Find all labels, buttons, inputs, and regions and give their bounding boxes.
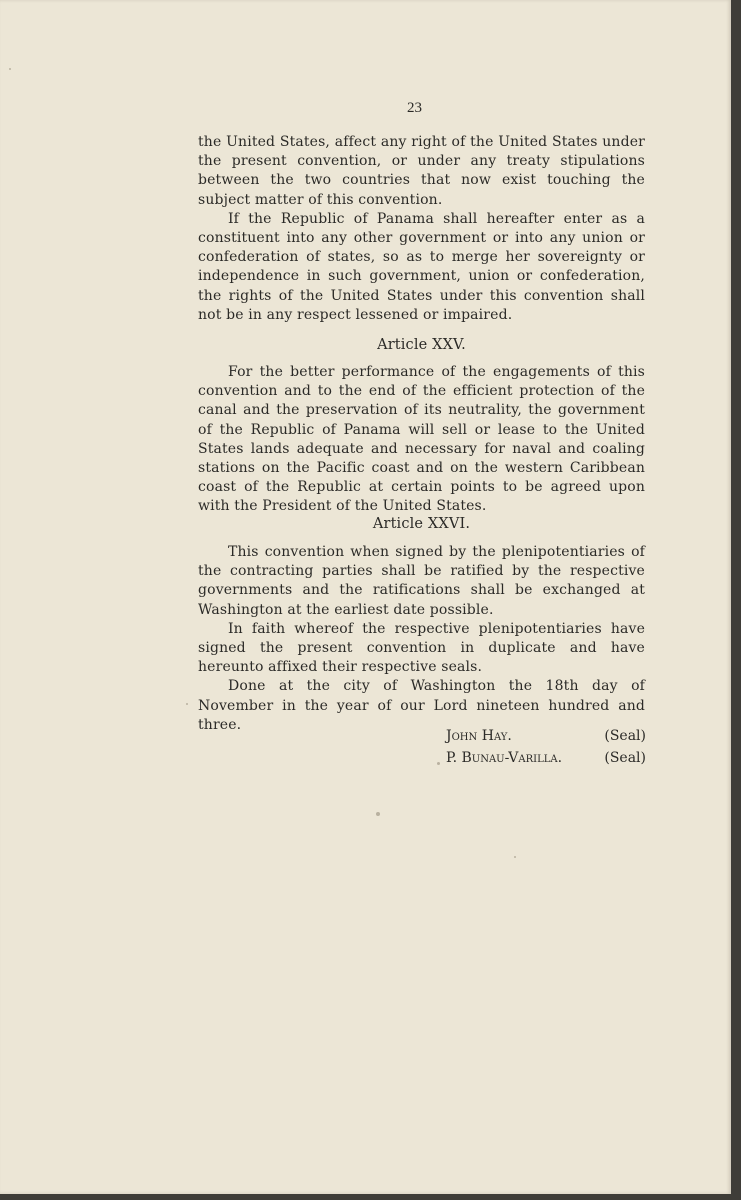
seal-mark: (Seal) xyxy=(604,728,646,744)
article-xxvi-body xyxy=(198,543,645,735)
seal-mark: (Seal) xyxy=(604,750,646,766)
article-xxvi-paragraph-done-at: Done at the city of Washington the 18th day of November in the year of our Lord nineteen hundred and three. xyxy=(198,678,645,733)
signature-row-bunau-varilla xyxy=(446,747,646,769)
article-xxvi-paragraph-ratification: This convention when signed by the plenipotentiaries of the contracting parties shall be ratified by the respective governments and the ratifications shall be exchanged at Washington at the earliest date possible. xyxy=(198,544,645,618)
paper-speck xyxy=(514,856,516,858)
intro-section xyxy=(198,133,645,325)
article-xxv-body xyxy=(198,363,645,517)
signature-row-hay xyxy=(446,725,646,747)
paper-speck xyxy=(376,812,380,816)
article-xxv-paragraph: For the better performance of the engagements of this convention and to the end of the efficient protection of the canal and the preservation of its neutrality, the government of the Republic of Panama will sell or lease to the United States lands adequate and necessary for naval and coaling stations on the Pacific coast and on the western Caribbean coast of the Republic at certain points to be agreed upon with the President of the United States. xyxy=(198,364,645,515)
signatory-name: P. Bunau-Varilla. xyxy=(446,750,563,766)
article-xxvi-section xyxy=(198,514,645,534)
article-xxv-section xyxy=(198,335,645,355)
paper-speck xyxy=(9,68,11,70)
article-xxvi-paragraph-faith-whereof: In faith whereof the respective plenipotentiaries have signed the present convention in duplicate and have hereunto affixed their respective seals. xyxy=(198,620,645,676)
intro-paragraph-continuation: the United States, affect any right of the United States under the present convention, or under any treaty stipulations between the two countries that now exist touching the subject matter of this convention. xyxy=(198,134,645,208)
paper-speck xyxy=(186,703,188,705)
article-xxvi-heading: Article XXVI. xyxy=(372,516,471,532)
signatory-name: John Hay. xyxy=(446,728,512,744)
signature-block xyxy=(446,725,646,769)
paper-speck xyxy=(437,762,440,765)
article-xxv-heading: Article XXV. xyxy=(377,337,466,353)
intro-paragraph-republic-of-panama: If the Republic of Panama shall hereafter enter as a constituent into any other government or into any union or confederation of states, so as to merge her sovereignty or independence in such government, union or confederation, the rights of the United States under this convention shall not be in any respect lessened or impaired. xyxy=(198,210,645,323)
page-number: 23 xyxy=(407,100,422,116)
